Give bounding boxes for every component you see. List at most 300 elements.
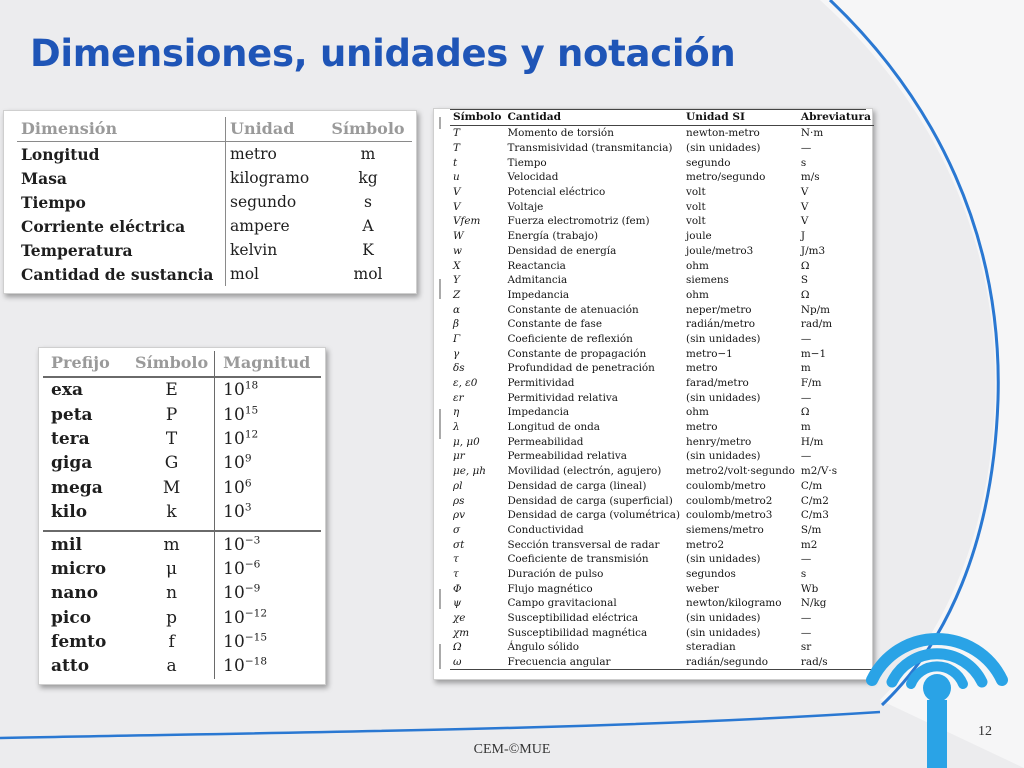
quantity-abbreviation-cell: C/m xyxy=(800,479,823,492)
prefix-symbol-cell: m xyxy=(127,531,215,556)
quantity-abbreviation-cell: — xyxy=(800,332,812,345)
prefix-symbol-cell: f xyxy=(168,632,175,653)
quantity-row xyxy=(450,317,874,332)
magnitude-exponent: −3 xyxy=(244,534,261,547)
prefix-magnitude-cell xyxy=(215,654,321,678)
quantity-abbreviation-cell: C/m2 xyxy=(800,494,829,507)
prefix-symbol-cell: μ xyxy=(166,558,178,579)
quantity-abbreviation-cell: — xyxy=(800,142,812,155)
quantity-symbol-cell: T xyxy=(453,127,460,140)
quantity-row xyxy=(450,170,874,185)
prefix-magnitude-cell xyxy=(215,606,321,630)
quantity-abbreviation-cell: N/kg xyxy=(800,597,827,610)
quantities-header-abbreviation: Abreviatura xyxy=(798,110,874,126)
prefix-symbol-cell: T xyxy=(165,428,178,449)
prefixes-header-row xyxy=(43,351,321,377)
quantity-name-cell: Longitud de onda xyxy=(507,421,600,434)
quantity-symbol-cell: Ω xyxy=(453,641,462,654)
quantity-row xyxy=(450,523,874,538)
quantity-symbol-cell: χm xyxy=(453,626,470,639)
quantity-name-cell: Impedancia xyxy=(507,406,570,419)
quantity-symbol-cell: ρs xyxy=(453,494,465,507)
unit-cell: kelvin xyxy=(226,238,325,262)
prefixes-header-magnitude: Magnitud xyxy=(215,351,321,377)
magnitude-exponent: 3 xyxy=(244,501,252,514)
quantity-unit-cell: siemens/metro xyxy=(686,523,764,536)
prefix-magnitude-cell xyxy=(215,630,321,654)
prefix-magnitude-cell xyxy=(215,557,321,581)
base-units-header-dimension: Dimensión xyxy=(17,117,226,142)
quantity-abbreviation-cell: Wb xyxy=(800,582,819,595)
quantity-abbreviation-cell: — xyxy=(800,626,812,639)
prefix-row xyxy=(43,606,321,630)
quantity-symbol-cell: W xyxy=(453,230,464,243)
unit-cell: metro xyxy=(226,142,325,167)
prefix-magnitude-cell xyxy=(215,581,321,605)
quantity-name-cell: Fuerza electromotriz (fem) xyxy=(507,215,650,228)
prefix-name-cell: atto xyxy=(51,656,90,677)
quantity-row xyxy=(450,449,874,464)
quantities-header-unit: Unidad SI xyxy=(683,110,798,126)
quantity-abbreviation-cell: H/m xyxy=(800,435,824,448)
quantity-unit-cell: (sin unidades) xyxy=(686,612,761,625)
quantities-header-quantity: Cantidad xyxy=(504,110,683,126)
magnitude-exponent: −18 xyxy=(244,656,268,669)
quantity-symbol-cell: Y xyxy=(453,274,460,287)
quantity-row xyxy=(450,479,874,494)
quantity-unit-cell: metro/segundo xyxy=(686,171,766,184)
quantity-name-cell: Constante de atenuación xyxy=(507,303,639,316)
wifi-signal-icon xyxy=(850,578,1024,768)
quantity-unit-cell: radián/segundo xyxy=(683,655,798,670)
quantity-name-cell: Densidad de carga (lineal) xyxy=(507,479,647,492)
quantity-row xyxy=(450,346,874,361)
symbol-cell: mol xyxy=(353,265,383,283)
prefix-name-cell: exa xyxy=(51,380,83,401)
magnitude-base: 10 xyxy=(223,502,245,523)
dimension-cell: Cantidad de sustancia xyxy=(21,264,214,284)
quantity-abbreviation-cell: S/m xyxy=(800,523,822,536)
quantity-name-cell: Permeabilidad xyxy=(507,435,584,448)
quantity-name-cell: Permitividad xyxy=(507,377,575,390)
quantity-symbol-cell: μr xyxy=(453,450,465,463)
quantity-unit-cell: farad/metro xyxy=(686,377,749,390)
base-units-header-symbol: Símbolo xyxy=(324,117,412,142)
unit-cell: segundo xyxy=(226,190,325,214)
symbol-cell: kg xyxy=(358,169,378,187)
prefix-symbol-cell: M xyxy=(162,477,181,498)
magnitude-base: 10 xyxy=(223,632,245,653)
symbol-cell: m xyxy=(360,145,376,163)
base-units-row xyxy=(17,238,412,262)
quantity-symbol-cell: τ xyxy=(453,553,459,566)
quantity-unit-cell: (sin unidades) xyxy=(686,626,761,639)
quantity-unit-cell: segundo xyxy=(686,156,731,169)
magnitude-base: 10 xyxy=(223,656,245,677)
magnitude-base: 10 xyxy=(223,607,245,628)
quantity-symbol-cell: η xyxy=(453,406,460,419)
quantity-row xyxy=(450,655,874,670)
prefix-name-cell: peta xyxy=(51,404,93,425)
magnitude-base: 10 xyxy=(223,380,245,401)
quantity-unit-cell: ohm xyxy=(686,259,709,272)
prefix-name-cell: kilo xyxy=(51,502,88,523)
quantity-row xyxy=(450,493,874,508)
magnitude-exponent: −6 xyxy=(244,558,261,571)
quantity-unit-cell: weber xyxy=(686,582,719,595)
magnitude-base: 10 xyxy=(223,453,245,474)
quantity-unit-cell: joule/metro3 xyxy=(686,244,754,257)
symbol-cell: s xyxy=(364,193,372,211)
quantity-name-cell: Constante de propagación xyxy=(507,347,647,360)
magnitude-exponent: 18 xyxy=(244,379,259,392)
quantity-unit-cell: steradian xyxy=(686,641,736,654)
base-units-row xyxy=(17,262,412,286)
quantity-name-cell: Densidad de carga (volumétrica) xyxy=(507,509,681,522)
quantity-symbol-cell: T xyxy=(453,142,460,155)
base-units-row xyxy=(17,190,412,214)
quantity-abbreviation-cell: — xyxy=(800,450,812,463)
prefixes-table-panel xyxy=(38,347,326,685)
quantity-symbol-cell: β xyxy=(453,318,460,331)
prefix-symbol-cell: P xyxy=(165,404,178,425)
prefix-name-cell: micro xyxy=(51,558,107,579)
quantity-name-cell: Impedancia xyxy=(507,288,570,301)
quantity-abbreviation-cell: F/m xyxy=(800,377,822,390)
quantity-name-cell: Frecuencia angular xyxy=(504,655,683,670)
prefix-symbol-cell: E xyxy=(165,380,178,401)
quantity-abbreviation-cell: Ω xyxy=(800,288,810,301)
quantity-unit-cell: metro xyxy=(686,421,718,434)
prefix-symbol-cell: n xyxy=(166,583,178,604)
quantity-row xyxy=(450,302,874,317)
quantity-abbreviation-cell: — xyxy=(800,391,812,404)
quantity-unit-cell: ohm xyxy=(686,406,709,419)
prefix-row xyxy=(43,630,321,654)
quantity-abbreviation-cell: C/m3 xyxy=(800,509,829,522)
quantity-row xyxy=(450,185,874,200)
quantity-unit-cell: coulomb/metro xyxy=(686,479,766,492)
quantity-abbreviation-cell: J/m3 xyxy=(800,244,826,257)
prefix-row xyxy=(43,451,321,475)
base-units-row xyxy=(17,214,412,238)
quantity-row xyxy=(450,405,874,420)
quantity-abbreviation-cell: Ω xyxy=(800,259,810,272)
quantity-name-cell: Tiempo xyxy=(507,156,547,169)
quantity-symbol-cell: u xyxy=(453,171,460,184)
quantity-abbreviation-cell: sr xyxy=(800,641,812,654)
quantity-name-cell: Velocidad xyxy=(507,171,559,184)
quantities-header-symbol: Símbolo xyxy=(450,110,504,126)
quantity-row xyxy=(450,244,874,259)
prefix-row xyxy=(43,654,321,678)
quantity-symbol-cell: σ xyxy=(453,523,461,536)
prefix-name-cell: mega xyxy=(51,477,103,498)
quantity-symbol-cell: ω xyxy=(450,655,504,670)
quantity-unit-cell: volt xyxy=(686,200,706,213)
quantity-name-cell: Permeabilidad relativa xyxy=(507,450,627,463)
prefix-magnitude-cell xyxy=(215,427,321,451)
quantity-abbreviation-cell: Np/m xyxy=(800,303,831,316)
quantity-name-cell: Voltaje xyxy=(507,200,544,213)
quantity-abbreviation-cell: S xyxy=(800,274,809,287)
prefix-row xyxy=(43,500,321,524)
quantity-name-cell: Susceptibilidad eléctrica xyxy=(507,612,639,625)
magnitude-base: 10 xyxy=(223,534,245,555)
unit-cell: mol xyxy=(226,262,325,286)
prefix-magnitude-cell xyxy=(215,500,321,524)
prefix-name-cell: mil xyxy=(43,531,127,556)
quantity-row xyxy=(450,420,874,435)
quantity-name-cell: Densidad de energía xyxy=(507,244,617,257)
quantity-row xyxy=(450,596,874,611)
quantity-row xyxy=(450,581,874,596)
quantity-symbol-cell: X xyxy=(453,259,461,272)
quantity-row xyxy=(450,258,874,273)
quantity-name-cell: Permitividad relativa xyxy=(507,391,618,404)
magnitude-exponent: 15 xyxy=(244,404,259,417)
quantity-row xyxy=(450,567,874,582)
quantity-name-cell: Transmisividad (transmitancia) xyxy=(507,142,673,155)
quantity-row xyxy=(450,508,874,523)
unit-cell: kilogramo xyxy=(226,166,325,190)
quantity-unit-cell: newton/kilogramo xyxy=(686,597,782,610)
prefix-name-cell: pico xyxy=(51,607,92,628)
quantity-row xyxy=(450,126,874,141)
quantity-row xyxy=(450,611,874,626)
magnitude-exponent: −9 xyxy=(244,583,261,595)
quantity-name-cell: Movilidad (electrón, agujero) xyxy=(507,465,662,478)
quantity-name-cell: Ángulo sólido xyxy=(507,641,580,654)
quantity-abbreviation-cell: s xyxy=(800,156,807,169)
unit-cell: ampere xyxy=(226,214,325,238)
quantity-row xyxy=(450,434,874,449)
quantity-name-cell: Campo gravitacional xyxy=(507,597,617,610)
magnitude-exponent: −12 xyxy=(244,607,268,620)
dimension-cell: Longitud xyxy=(21,144,100,164)
quantity-unit-cell: metro−1 xyxy=(686,347,733,360)
quantity-symbol-cell: μe, μh xyxy=(453,465,486,478)
quantity-unit-cell: siemens xyxy=(686,274,729,287)
quantity-row xyxy=(450,273,874,288)
quantity-symbol-cell: δs xyxy=(453,362,465,375)
margin-marks xyxy=(436,109,444,679)
quantity-abbreviation-cell: N·m xyxy=(800,127,824,140)
quantity-row xyxy=(450,625,874,640)
quantity-name-cell: Coeficiente de transmisión xyxy=(507,553,649,566)
quantity-unit-cell: joule xyxy=(686,230,712,243)
quantity-row xyxy=(450,332,874,347)
prefix-row xyxy=(43,377,321,402)
quantity-unit-cell: metro2 xyxy=(686,538,725,551)
quantity-abbreviation-cell: s xyxy=(800,567,807,580)
quantity-symbol-cell: ρv xyxy=(453,509,465,522)
quantity-unit-cell: coulomb/metro3 xyxy=(686,509,773,522)
prefix-name-cell: giga xyxy=(51,453,93,474)
quantity-abbreviation-cell: Ω xyxy=(800,406,810,419)
quantity-abbreviation-cell: V xyxy=(800,215,809,228)
quantity-symbol-cell: ε, ε0 xyxy=(453,377,478,390)
dimension-cell: Masa xyxy=(21,168,67,188)
quantity-symbol-cell: ρl xyxy=(453,479,463,492)
quantity-symbol-cell: V xyxy=(453,200,461,213)
quantity-row xyxy=(450,361,874,376)
symbol-cell: K xyxy=(362,241,374,259)
base-units-table xyxy=(17,117,412,286)
prefix-magnitude-cell xyxy=(215,451,321,475)
prefix-row xyxy=(43,402,321,426)
quantity-name-cell: Reactancia xyxy=(507,259,566,272)
page-number: 12 xyxy=(978,724,992,739)
quantity-name-cell: Profundidad de penetración xyxy=(507,362,655,375)
quantity-unit-cell: (sin unidades) xyxy=(686,142,761,155)
quantity-unit-cell: neper/metro xyxy=(686,303,752,316)
quantity-row xyxy=(450,640,874,655)
quantity-row xyxy=(450,229,874,244)
quantity-symbol-cell: Vfem xyxy=(453,215,481,228)
dimension-cell: Temperatura xyxy=(21,240,133,260)
magnitude-exponent: 6 xyxy=(244,477,252,490)
prefix-symbol-cell: p xyxy=(166,607,178,628)
base-units-header-unit: Unidad xyxy=(226,117,325,142)
quantity-name-cell: Coeficiente de reflexión xyxy=(507,332,633,345)
prefixes-table xyxy=(43,351,321,679)
prefix-name-cell: nano xyxy=(51,583,99,604)
prefix-row xyxy=(43,581,321,605)
footer-text: CEM-©MUE xyxy=(473,742,551,757)
quantity-row xyxy=(450,199,874,214)
quantity-symbol-cell: Φ xyxy=(453,582,462,595)
symbol-cell: A xyxy=(362,217,374,235)
base-units-row xyxy=(17,166,412,190)
quantity-unit-cell: metro2/volt·segundo xyxy=(686,465,795,478)
quantity-name-cell: Conductividad xyxy=(507,523,584,536)
quantity-row xyxy=(450,214,874,229)
quantities-table-panel xyxy=(433,108,873,680)
quantity-row xyxy=(450,141,874,156)
quantity-unit-cell: (sin unidades) xyxy=(686,332,761,345)
prefix-name-cell: femto xyxy=(51,632,107,653)
quantity-abbreviation-cell: — xyxy=(800,553,812,566)
quantity-row xyxy=(450,537,874,552)
quantity-symbol-cell: λ xyxy=(453,421,460,434)
quantity-row xyxy=(450,464,874,479)
quantity-name-cell: Admitancia xyxy=(507,274,568,287)
quantity-symbol-cell: χe xyxy=(453,612,466,625)
prefix-row xyxy=(43,427,321,451)
quantity-abbreviation-cell: — xyxy=(800,612,812,625)
quantity-symbol-cell: w xyxy=(453,244,462,257)
prefix-magnitude-cell xyxy=(215,531,321,556)
quantity-symbol-cell: εr xyxy=(453,391,464,404)
quantity-symbol-cell: Z xyxy=(453,288,461,301)
quantity-abbreviation-cell: V xyxy=(800,186,809,199)
quantities-table xyxy=(450,110,874,670)
quantity-abbreviation-cell: m/s xyxy=(800,171,820,184)
quantity-symbol-cell: α xyxy=(453,303,461,316)
magnitude-base: 10 xyxy=(223,477,245,498)
prefix-symbol-cell: k xyxy=(166,502,177,523)
prefix-magnitude-cell xyxy=(215,377,321,402)
quantity-row xyxy=(450,155,874,170)
magnitude-exponent: 12 xyxy=(244,428,259,441)
quantity-name-cell: Potencial eléctrico xyxy=(507,186,606,199)
quantity-unit-cell: (sin unidades) xyxy=(686,553,761,566)
quantity-unit-cell: radián/metro xyxy=(686,318,755,331)
dimension-cell: Tiempo xyxy=(21,192,86,212)
prefixes-header-symbol: Símbolo xyxy=(127,351,215,377)
quantity-symbol-cell: ψ xyxy=(453,597,462,610)
quantity-symbol-cell: V xyxy=(453,186,461,199)
quantity-abbreviation-cell: m xyxy=(800,421,811,434)
quantity-row xyxy=(450,390,874,405)
prefix-magnitude-cell xyxy=(215,476,321,500)
quantity-name-cell: Sección transversal de radar xyxy=(507,538,660,551)
quantity-row xyxy=(450,288,874,303)
quantities-header-row xyxy=(450,110,874,126)
prefix-row xyxy=(43,531,321,556)
quantity-name-cell: Duración de pulso xyxy=(507,567,604,580)
quantity-unit-cell: metro xyxy=(686,362,718,375)
quantity-abbreviation-cell: V xyxy=(800,200,809,213)
magnitude-base: 10 xyxy=(223,404,245,425)
quantity-row xyxy=(450,552,874,567)
prefixes-header-prefix: Prefijo xyxy=(43,351,127,377)
quantity-abbreviation-cell: m2 xyxy=(800,538,818,551)
quantity-abbreviation-cell: m2/V·s xyxy=(800,465,838,478)
quantity-name-cell: Momento de torsión xyxy=(507,127,614,140)
quantity-symbol-cell: μ, μ0 xyxy=(453,435,480,448)
magnitude-base: 10 xyxy=(223,428,245,449)
quantity-unit-cell: (sin unidades) xyxy=(686,391,761,404)
quantity-abbreviation-cell: rad/m xyxy=(800,318,833,331)
prefix-row xyxy=(43,557,321,581)
magnitude-base: 10 xyxy=(223,583,245,604)
quantity-unit-cell: (sin unidades) xyxy=(686,450,761,463)
dimension-cell: Corriente eléctrica xyxy=(21,216,186,236)
quantity-row xyxy=(450,376,874,391)
quantity-unit-cell: segundos xyxy=(686,567,736,580)
quantity-name-cell: Energía (trabajo) xyxy=(507,230,599,243)
quantity-unit-cell: volt xyxy=(686,215,706,228)
base-units-table-panel xyxy=(3,110,417,294)
quantity-symbol-cell: γ xyxy=(453,347,460,360)
quantity-unit-cell: volt xyxy=(686,186,706,199)
prefix-magnitude-cell xyxy=(215,402,321,426)
slide-title: Dimensiones, unidades y notación xyxy=(30,32,736,75)
quantity-abbreviation-cell: m−1 xyxy=(800,347,827,360)
magnitude-base: 10 xyxy=(223,558,245,579)
quantity-unit-cell: newton-metro xyxy=(686,127,760,140)
prefix-group-gap xyxy=(43,524,321,531)
quantity-symbol-cell: σt xyxy=(453,538,465,551)
prefix-symbol-cell: G xyxy=(164,453,179,474)
quantity-abbreviation-cell: m xyxy=(800,362,811,375)
magnitude-exponent: −15 xyxy=(244,631,268,644)
quantity-unit-cell: ohm xyxy=(686,288,709,301)
magnitude-exponent: 9 xyxy=(244,453,252,466)
quantity-unit-cell: coulomb/metro2 xyxy=(686,494,773,507)
prefix-name-cell: tera xyxy=(51,428,90,449)
quantity-symbol-cell: τ xyxy=(453,567,459,580)
base-units-header-row xyxy=(17,117,412,142)
prefix-symbol-cell: a xyxy=(166,656,177,677)
quantity-abbreviation-cell: rad/s xyxy=(798,655,874,670)
base-units-row xyxy=(17,142,412,167)
quantity-abbreviation-cell: J xyxy=(800,230,806,243)
quantity-symbol-cell: Γ xyxy=(453,332,461,345)
prefix-row xyxy=(43,476,321,500)
